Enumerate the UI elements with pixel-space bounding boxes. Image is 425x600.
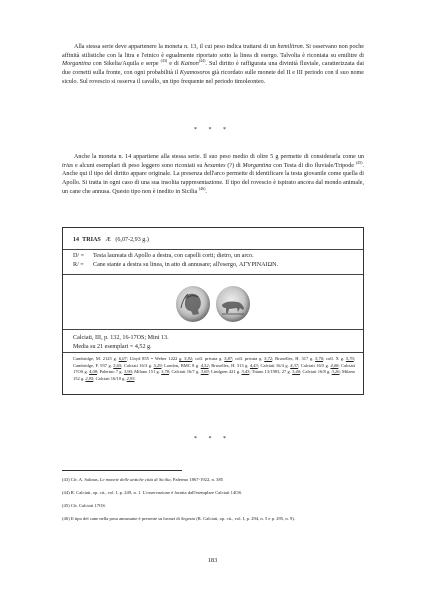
specimen-text: ; Cambridge, F. 937 g. — [73, 356, 355, 368]
coin-catalog-card — [62, 227, 364, 395]
specimen-text: ; Calciati 16/5 g. — [298, 362, 331, 368]
card-header: 14 TRIAS Æ (6,07-2,93 g.) — [73, 237, 149, 243]
specimen-text: ; Calciati 17OS g. — [73, 362, 356, 375]
specimen-text: ; Milano 151 g. — [131, 369, 162, 375]
specimen-text: ; Calciati 16/8 g. — [299, 369, 332, 375]
specimen-text: ; coll. X g. — [323, 356, 346, 361]
specimen-text: ; Bruxelles, H. 317 g. — [272, 356, 316, 361]
specimen-weight: 2,93 — [126, 375, 135, 381]
specimen-weight: 5,72 — [264, 356, 273, 361]
footnote-43: (43) Cfr. A. Salinas, Le monete delle antiche città di Sicilia, Palermo 1867-1922, n. 385 — [62, 477, 224, 482]
catalog-references: Calciati, III, p. 132, 16-17OS; Mini 13. Media su 21 esemplari = 4,52 g. — [73, 335, 169, 350]
specimen-list — [73, 356, 355, 382]
card-divider — [63, 274, 363, 275]
section-separator: * * * — [194, 436, 231, 442]
specimen-weight: 5,29 — [153, 362, 162, 368]
footnote-rule — [62, 470, 182, 471]
specimen-text: ; Lindgren 421 g. — [208, 369, 242, 375]
reverse-description: R/ = Cane stante a destra su linea, in atto di annusare; all'esergo, ΑΓΥΡΙΝΑΙΩΝ. — [73, 262, 279, 268]
specimen-text: ; London, BMC 8 g. — [161, 362, 201, 368]
specimen-weight: 4,52 — [200, 362, 209, 368]
specimen-text: ; coll. privata g. — [232, 356, 265, 361]
specimen-text: Cambridge, M. 2125 g. — [73, 356, 119, 361]
specimen-text: ; Calciati 16/7 g. — [169, 369, 201, 375]
specimen-weight: 4,37 — [290, 362, 299, 368]
specimen-weight: 2,95 — [85, 375, 94, 381]
coin-photos — [63, 286, 363, 328]
footnote-44: (44) R. Calciati, op. cit., vol. I, p. 249, n. 1. L'osservazione è fornita dall'esemplare Calciati 14OS. — [62, 490, 243, 495]
paragraph-moneta-14: Anche la moneta n. 14 appartiene alla stessa serie. Il suo peso medio di oltre 5 g permette di considerarla come un trias e alcuni esemplari di peso leggero sono riconiati su hexantes (?) di Morgantina con Testa di dio fluviale/Tripode $^{(45)}$. Anche qui il tipo del diritto appare originale. La presenza dell'arco permette di identificare la testa giovanile come quella di Apollo. Si tratta in ogni caso di una sua insolita rappresentazione. Il tipo del rovescio è ispirato ancora dal mondo animale, un cane che annusa. Questo tipo non è inedito in Sicilia $^{(46)}$. — [62, 154, 364, 195]
specimen-weight: 4,08 — [89, 369, 98, 375]
section-separator: * * * — [194, 127, 231, 133]
specimen-text: ; coll. privata g. — [192, 356, 225, 361]
specimen-weight: g. 5,92 — [179, 356, 193, 361]
specimen-weight: 5,87 — [224, 356, 233, 361]
specimen-text: ; Calciati 16/3 g. — [121, 362, 154, 368]
specimen-text: ; Titano 13/1983, 27 g. — [249, 369, 293, 375]
specimen-weight: 3,90 — [123, 369, 132, 375]
specimen-text: ; Calciati 16/10 g. — [93, 375, 127, 381]
dog-icon — [216, 286, 250, 322]
specimen-weight: 3,40 — [292, 369, 300, 375]
specimen-weight: 3,69 — [200, 369, 209, 375]
card-divider — [63, 249, 363, 250]
specimen-weight: 3,26 — [331, 369, 340, 375]
specimen-weight: 5,65 — [113, 362, 122, 368]
footnote-46: (46) Il tipo del cane nella posa annusante è presente su bronzi di Segesta (R. Calciati, op. cit., vol. I, p. 294, n. 5 e p. 295, n. 9). — [62, 516, 295, 521]
specimen-text: ; Calciati 16/4 g. — [257, 362, 291, 368]
paragraph-moneta-13: Alla stessa serie deve appartenere la moneta n. 13, il cui peso indica trattarsi di un hemilitron. Si osservano non poche affinità stilistiche con la litra e l'etnico è egualmente riportato sotto la linea di esergo. Talvolta è riconiata su emilitre di Morgantina con Sikelia/Aquila e serpe $^{(43)}$ e di Kainon$^{(44)}$. Sul diritto è raffigurata una divinità fluviale, caratterizzata dai due cornetti sulla fronte, con ogni probabilità il Kyamosoros già ricordato sulle monete del II e III periodo con il suo nome siculo. Sul rovescio si osserva il cavallo, un tipo frequente nel periodo timoleonteo. — [62, 44, 364, 85]
coin-obverse-image — [176, 286, 210, 322]
specimen-text: ; Lloyd 855 = Weber 1222 — [126, 356, 180, 361]
specimen-text: ; Bruxelles, H. 313 g. — [208, 362, 250, 368]
coin-reverse-image — [216, 286, 250, 322]
card-divider — [63, 352, 363, 353]
specimen-text: ; Palermo 7 g. — [97, 369, 124, 375]
specimen-weight: 5,70 — [345, 356, 354, 361]
apollo-head-icon — [176, 286, 210, 322]
specimen-weight: 5,70 — [315, 356, 323, 361]
specimen-weight: 6,07 — [118, 356, 127, 361]
specimen-text: ; Milano 152 g. — [73, 369, 356, 381]
footnote-45: (45) Cfr. Calciati 17OS. — [62, 503, 107, 508]
specimen-weight: 4,43 — [249, 362, 258, 368]
obverse-description: D/ = Testa laureata di Apollo a destra, con capelli corti; dietro, un arco. — [73, 253, 254, 259]
specimen-weight: 4,08 — [330, 362, 339, 368]
card-divider — [63, 329, 363, 330]
specimen-text: . — [134, 375, 136, 381]
specimen-weight: 3,78 — [161, 369, 170, 375]
specimen-weight: 3,43 — [241, 369, 250, 375]
page-number: 183 — [207, 557, 218, 564]
